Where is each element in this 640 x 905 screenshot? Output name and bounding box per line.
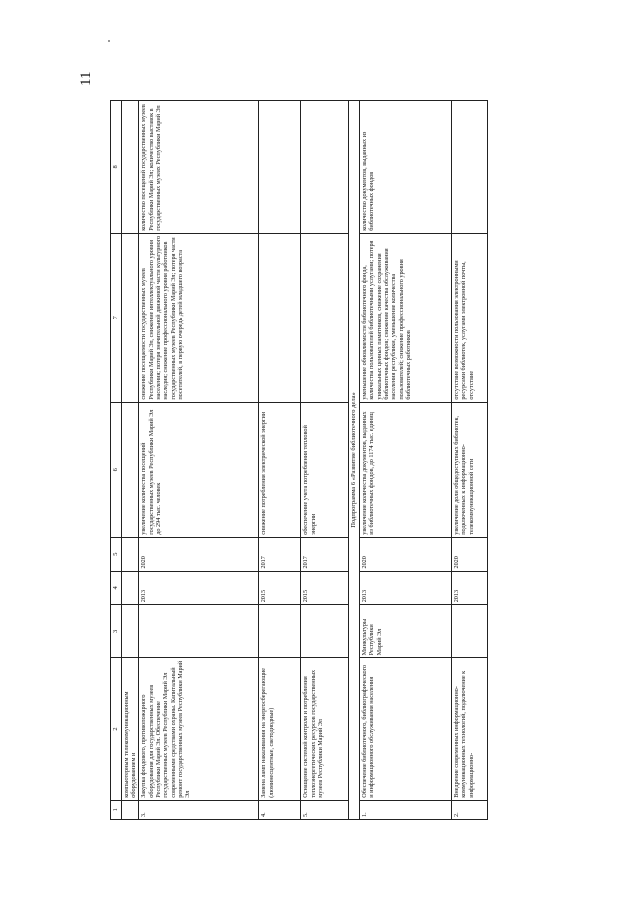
indicator <box>451 101 487 234</box>
start-year: 2015 <box>301 571 349 605</box>
row-number: 1. <box>359 800 451 819</box>
row-number: 2. <box>451 800 487 819</box>
col-num-8: 8 <box>111 101 122 234</box>
start-year: 2013 <box>139 571 259 605</box>
page-number: 11 <box>78 71 94 86</box>
expected-result: увеличение количества документов, выданных из библиотечных фондов, до 1174 тыс. единиц <box>359 402 451 537</box>
executor <box>259 605 301 658</box>
consequence: снижение посещаемости государственных музеев Республики Марий Эл, снижение интеллектуального уровня населения; потеря значительной движимой части культурного наследия; снижение профессионального уровня работников государственных музеев Республики Марий Эл; потеря части посетителей, в первую очередь детей младшего возраста <box>139 233 259 402</box>
end-year: 2020 <box>139 537 259 571</box>
table-row <box>121 101 139 820</box>
table-row <box>451 101 487 820</box>
measure-name: Оснащение системой контроля и потребления теплоэнергетических ресурсов государственных музеев Республики Марий Эл <box>301 658 349 800</box>
program-table <box>110 100 488 820</box>
row-number <box>121 800 139 819</box>
measure-name: Закупка фондового, противопожарного оборудования для государственных музеев Республики Марий Эл. Обеспечение государственных музеев Республики Марий Эл современными средствами охраны. Капитальный ремонт государственных музеев Республики Марий Эл <box>139 658 259 800</box>
expected-result <box>121 402 139 537</box>
indicator: количество документов, выданных из библиотечных фондов <box>359 101 451 234</box>
executor <box>451 605 487 658</box>
executor <box>139 605 259 658</box>
expected-result: обеспечение учета потребления тепловой энергии <box>301 402 349 537</box>
consequence: отсутствие возможности пользования электронными ресурсами библиотек, услугами электронной почты, отсутствие <box>451 233 487 402</box>
executor: Минкультуры Республики Марий Эл <box>359 605 451 658</box>
table-row <box>259 101 301 820</box>
table-row <box>301 101 349 820</box>
consequence <box>301 233 349 402</box>
scan-speck <box>108 40 110 42</box>
indicator <box>301 101 349 234</box>
indicator <box>121 101 139 234</box>
consequence <box>259 233 301 402</box>
measure-name: Замена ламп накаливания на энергосберегающие (люминесцентные, светодиодные) <box>259 658 301 800</box>
end-year <box>121 537 139 571</box>
end-year: 2020 <box>451 537 487 571</box>
indicator: количество посещений государственных музеев Республики Марий Эл; количество выставок в государственных музеях Республики Марий Эл <box>139 101 259 234</box>
executor <box>301 605 349 658</box>
end-year: 2017 <box>259 537 301 571</box>
table-row <box>139 101 259 820</box>
col-num-7: 7 <box>111 233 122 402</box>
expected-result: увеличение количества посещений государственных музеев Республики Марий Эл до 294 тыс. человек <box>139 402 259 537</box>
measure-name: компьютерным телекоммуникационным оборудованием и <box>121 658 139 800</box>
column-number-row <box>111 101 122 820</box>
subprogram-row <box>349 101 360 820</box>
col-num-4: 4 <box>111 571 122 605</box>
table-row <box>359 101 451 820</box>
col-num-3: 3 <box>111 605 122 658</box>
subprogram-title: Подпрограмма 6 «Развитие библиотечного дела» <box>349 101 360 820</box>
col-num-2: 2 <box>111 658 122 800</box>
measure-name: Внедрение современных информационно-коммуникационных технологий, подключение к информационно- <box>451 658 487 800</box>
col-num-1: 1 <box>111 800 122 819</box>
consequence <box>121 233 139 402</box>
indicator <box>259 101 301 234</box>
end-year: 2017 <box>301 537 349 571</box>
start-year: 2013 <box>451 571 487 605</box>
row-number: 3. <box>139 800 259 819</box>
start-year: 2015 <box>259 571 301 605</box>
row-number: 4. <box>259 800 301 819</box>
start-year <box>121 571 139 605</box>
end-year: 2020 <box>359 537 451 571</box>
col-num-6: 6 <box>111 402 122 537</box>
start-year: 2013 <box>359 571 451 605</box>
measure-name: Обеспечение библиотечного, библиографического и информационного обслуживания населения <box>359 658 451 800</box>
col-num-5: 5 <box>111 537 122 571</box>
expected-result: увеличение доли общедоступных библиотек, подключенных к информационно-телекоммуникационной сети <box>451 402 487 537</box>
executor <box>121 605 139 658</box>
table-sheet <box>110 100 630 820</box>
expected-result: снижение потребления электрической энергии <box>259 402 301 537</box>
consequence: уменьшение обновляемости библиотечного фонда, количества пользователей библиотечными услугами; потеря уникальных ценных памятников, снижение сохранения библиотечных фондов; снижение качества обслуживания населения республики, уменьшение количества пользователей; снижение профессионального уровня библиотечных работников <box>359 233 451 402</box>
row-number: 5. <box>301 800 349 819</box>
